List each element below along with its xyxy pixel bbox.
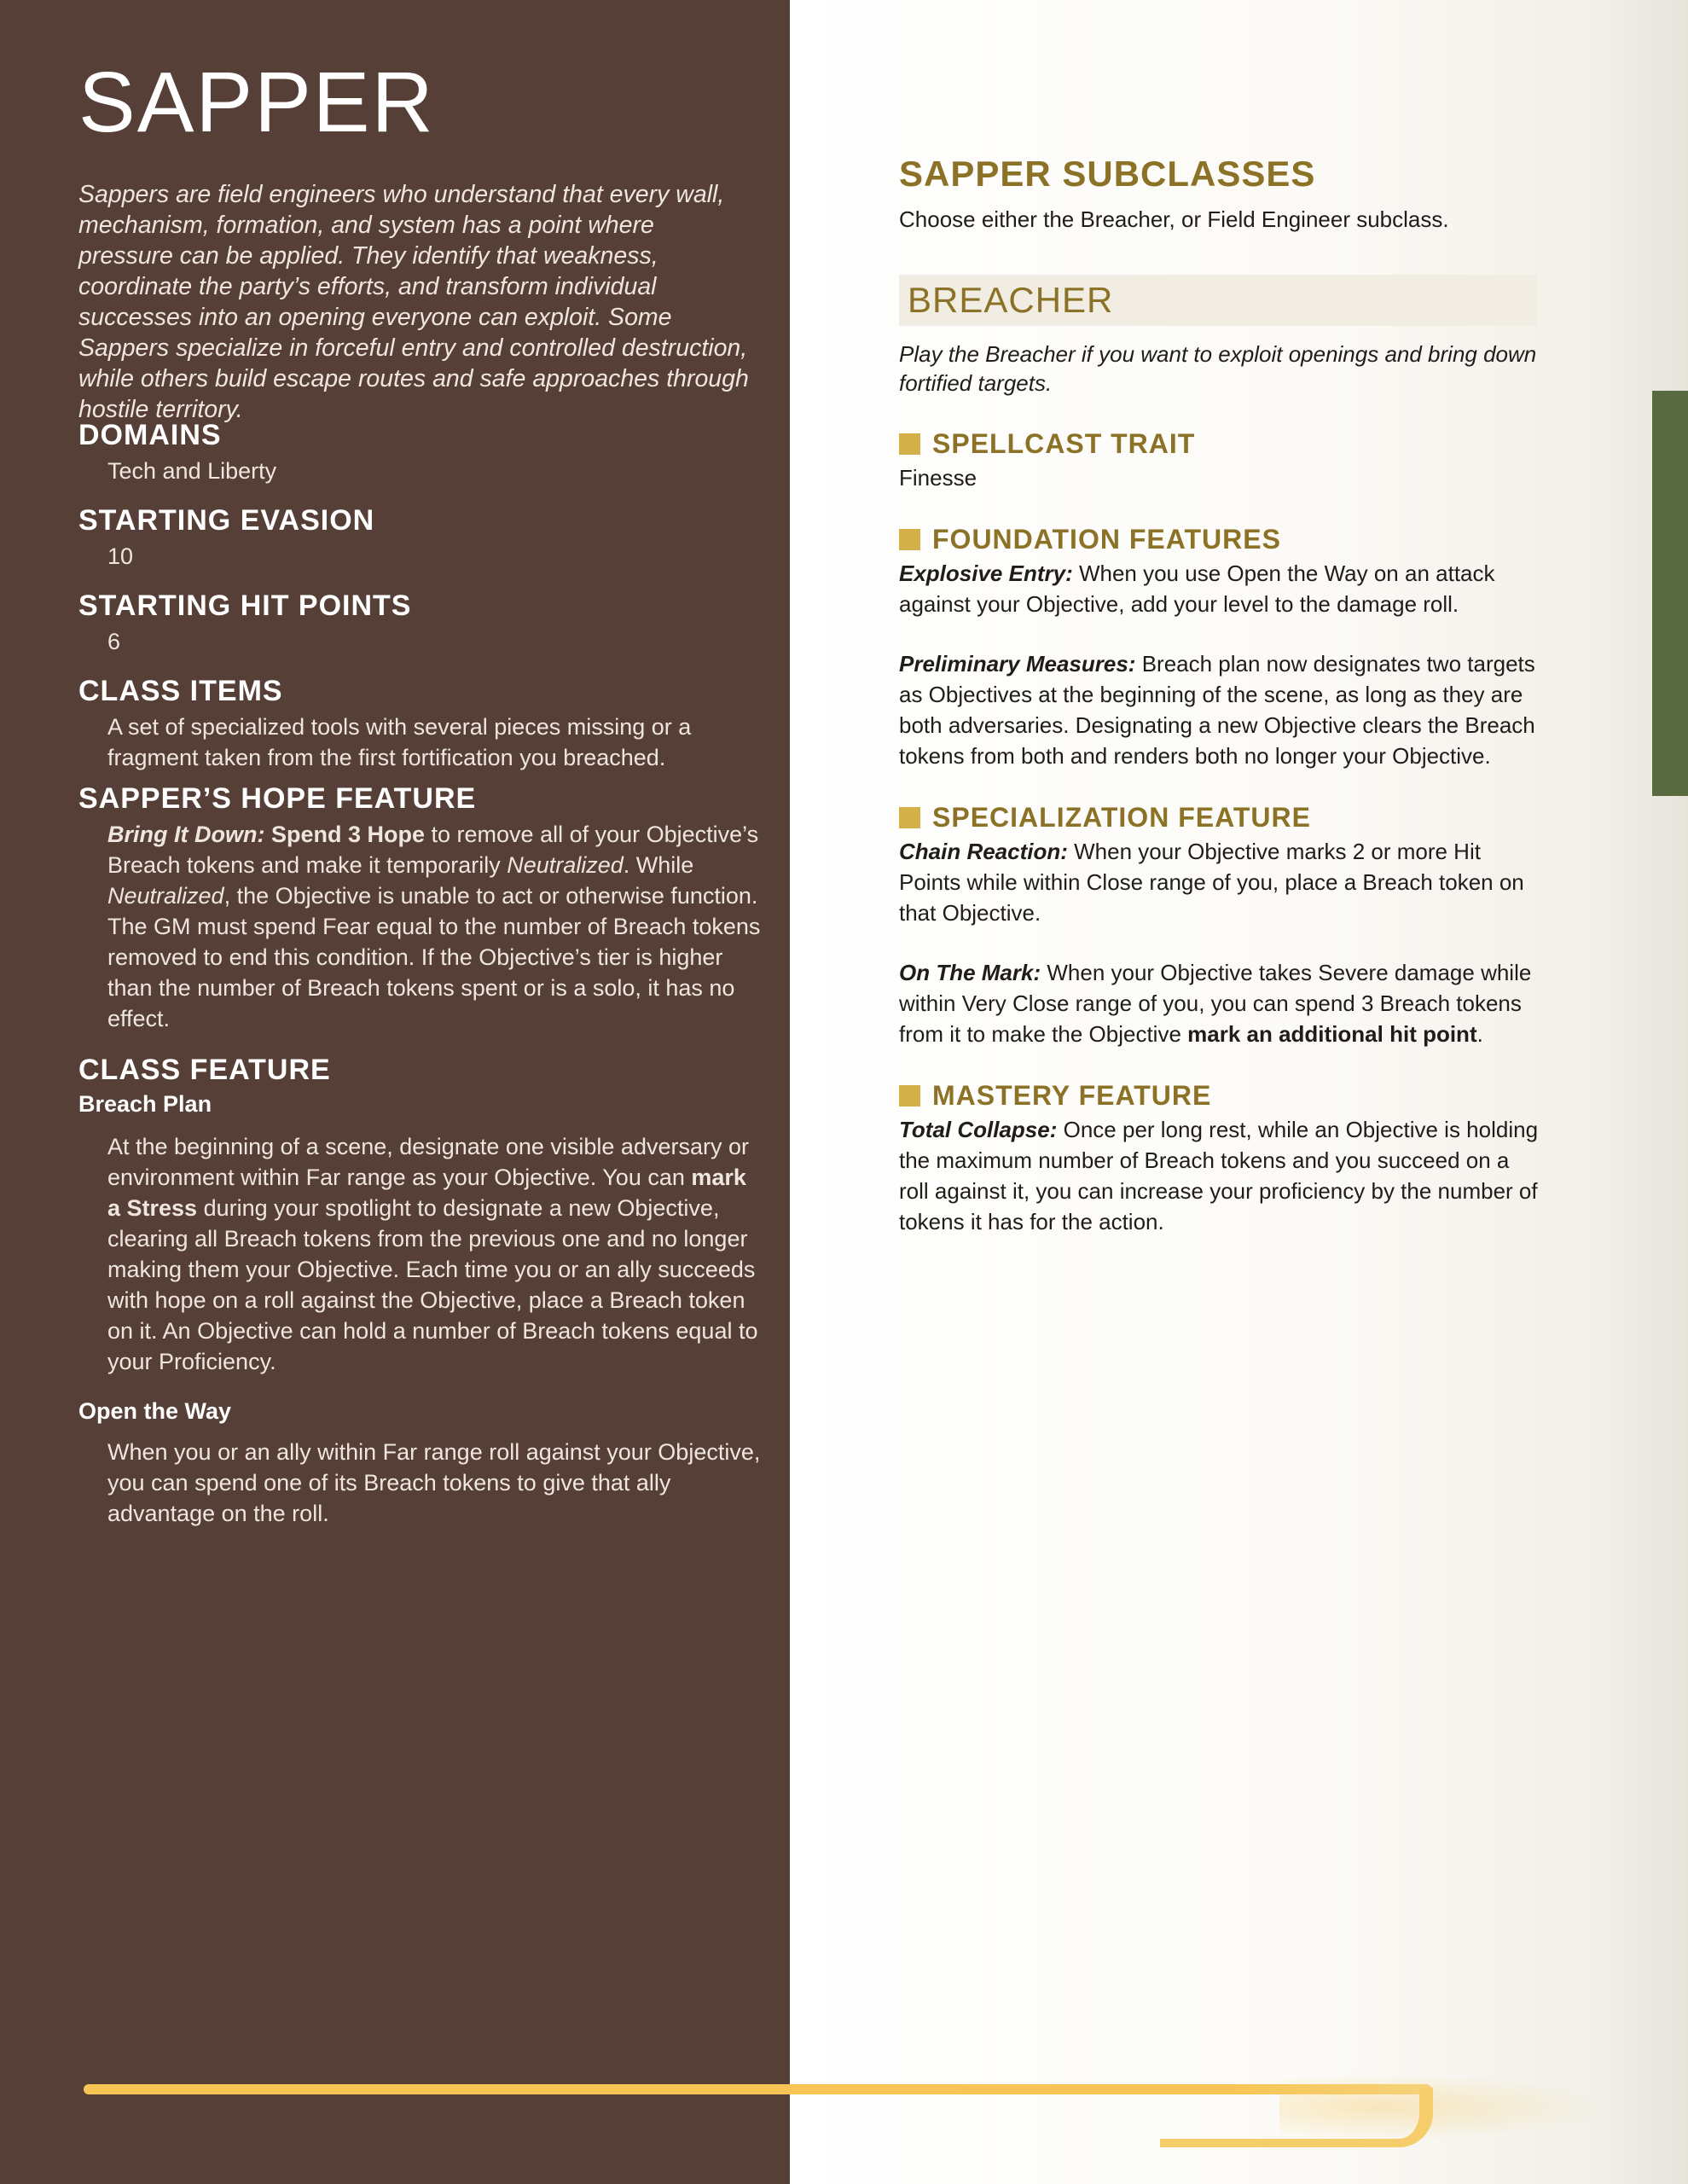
open-the-way-title: Open the Way — [78, 1398, 232, 1424]
hope-feature-text: Bring It Down: Spend 3 Hope to remove all of your Objective’s Breach tokens and make it temporarily Neutralized. While Neutralized, the Objective is unable to act or otherwise function. The GM must spend Fear equal to the number of Breach tokens removed to end this condition. If the Objective’s tier is higher than the number of Breach tokens spent or is a solo, it has no effect. — [107, 822, 761, 1031]
class-panel — [0, 0, 790, 2184]
hope-feature-heading: SAPPER’S HOPE FEATURE — [78, 782, 477, 815]
class-description: Sappers are field engineers who understand that every wall, mechanism, formation, and system has a point where pressure can be applied. They identify that weakness, coordinate the party’s efforts, and transform individual successes into an opening everyone can exploit. Some Sappers specialize in forceful entry and controlled destruction, while others build escape routes and safe approaches through hostile territory. — [78, 181, 749, 423]
subclasses-title: SAPPER SUBCLASSES — [899, 154, 1316, 194]
breach-plan-title: Breach Plan — [78, 1091, 212, 1117]
preliminary-measures: Preliminary Measures: Breach plan now designates two targets as Objectives at the beginning of the scene, as long as they are both adversaries. Designating a new Objective clears the Breach tokens from both and renders both no longer your Objective. — [899, 651, 1535, 769]
square-bullet-icon — [899, 433, 920, 455]
breach-plan-text: At the beginning of a scene, designate one visible adversary or environment within Far range as your Objective. You can mark a Stress during your spotlight to designate a new Objective, clearing all Breach tokens from the previous one and no longer making them your Objective. Each time you or an ally succeeds with hope on a roll against the Objective, place a Breach token on it. An Objective can hold a number of Breach tokens equal to your Proficiency. — [107, 1134, 758, 1374]
evasion-heading: STARTING EVASION — [78, 504, 375, 537]
subclass-name: BREACHER — [908, 280, 1114, 320]
chain-reaction: Chain Reaction: When your Objective marks 2 or more Hit Points while within Close range of you, place a Breach token on that Objective. — [899, 839, 1524, 926]
subclass-description: Play the Breacher if you want to exploit openings and bring down fortified targets. — [899, 341, 1537, 396]
class-stats — [78, 416, 761, 1529]
hit-points-value: 6 — [107, 629, 121, 654]
on-the-mark: On The Mark: When your Objective takes Severe damage while within Very Close range of you, you can spend 3 Breach tokens from it to make the Objective mark an additional hit point. — [899, 960, 1532, 1047]
square-bullet-icon — [899, 529, 920, 550]
spellcast-heading: SPELLCAST TRAIT — [899, 427, 1540, 461]
hope-feature-cost: Spend 3 Hope — [270, 822, 426, 847]
open-the-way-text: When you or an ally within Far range roll against your Objective, you can spend one of its Breach tokens to give that ally advantage on the roll. — [107, 1439, 761, 1526]
foundation-heading: FOUNDATION FEATURES — [899, 522, 1540, 556]
square-bullet-icon — [899, 807, 920, 828]
subclass-banner — [899, 275, 1537, 326]
spellcast-value: Finesse — [899, 465, 977, 491]
chapter-tab — [1652, 391, 1688, 796]
domains-heading: DOMAINS — [78, 419, 222, 451]
class-items-heading: CLASS ITEMS — [78, 675, 283, 707]
class-title: SAPPER — [78, 55, 435, 150]
hit-points-heading: STARTING HIT POINTS — [78, 590, 412, 622]
explosive-entry: Explosive Entry: When you use Open the Way on an attack against your Objective, add your level to the damage roll. — [899, 561, 1495, 617]
subclass-content — [899, 150, 1540, 1237]
total-collapse: Total Collapse: Once per long rest, while an Objective is holding the maximum number of Breach tokens and you succeed on a roll against it, you can increase your proficiency by the number of tokens it has for the action. — [899, 1117, 1539, 1234]
domains-value: Tech and Liberty — [107, 458, 277, 484]
mastery-heading: MASTERY FEATURE — [899, 1078, 1540, 1112]
footer-curve — [1160, 2088, 1433, 2147]
class-feature-heading: CLASS FEATURE — [78, 1054, 331, 1086]
specialization-heading: SPECIALIZATION FEATURE — [899, 800, 1540, 834]
hope-feature-name: Bring It Down: — [107, 822, 265, 847]
square-bullet-icon — [899, 1085, 920, 1107]
subclasses-intro: Choose either the Breacher, or Field Engineer subclass. — [899, 206, 1449, 232]
evasion-value: 10 — [107, 543, 134, 569]
class-items-value: A set of specialized tools with several pieces missing or a fragment taken from the first fortification you breached. — [107, 714, 692, 770]
